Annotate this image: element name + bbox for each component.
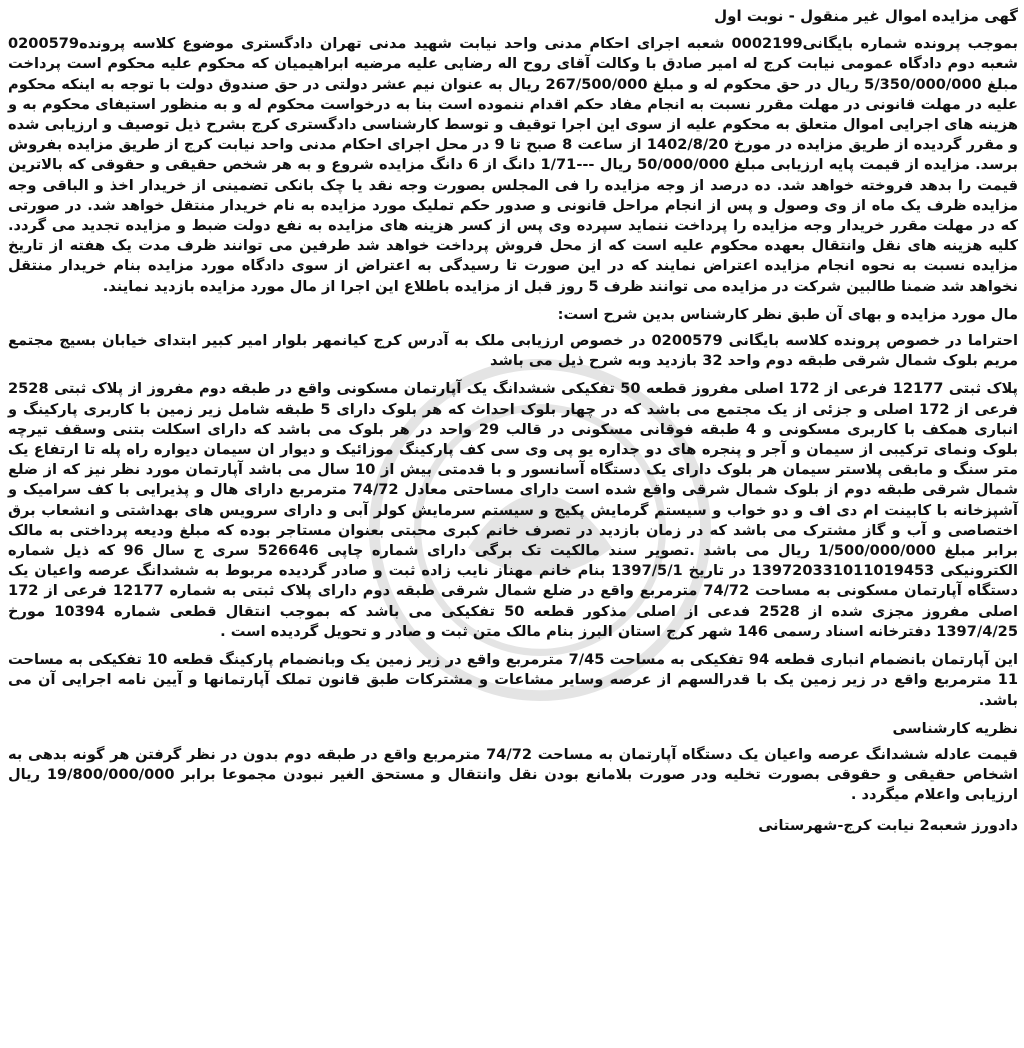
- expert-intro-paragraph: احتراما در خصوص پرونده کلاسه بایگانی 0200579 در خصوص ارزیابی ملک به آدرس کرج کیانمهر بلوار امیر کبیر ابتدای خیابان بسیج مجتمع مریم بلوک شمال شرقی طبقه دوم واحد 32 بازدید وبه شرح ذیل می باشد: [8, 332, 1018, 370]
- intro-paragraph: بموجب پرونده شماره بایگانی0002199 شعبه اجرای احکام مدنی واحد نیابت شهید مدنی تهران دادگستری موضوع کلاسه پرونده0200579 شعبه دوم دادگاه عمومی نیابت کرج له امیر صادق با وکالت آقای روح اله رضایی علیه مرضیه ابراهیمیان که محکوم علیه محکوم است پرداخت مبلغ 5/350/000/000 ریال در حق محکوم له و مبلغ 267/500/000 ریال به عنوان نیم عشر دولتی در حق صندوق دولت با توجه به اینکه محکوم علیه در مهلت قانونی در مهلت مقرر نسبت به انجام مفاد حکم اقدام ننموده است بنا به درخواست محکوم له و به منظور استیفای محکوم به و هزینه های اجرایی اموال متعلق به محکوم علیه از سوی این اجرا توقیف و توسط کارشناسی دادگستری کرج بشرح ذیل توصیف و ارزیابی شده و مقرر گردیده از طریق مزایده در مورخ 1402/8/20 از ساعت 8 صبح تا 9 در محل اجرای احکام مدنی واحد نیابت کرج از طریق مزایده بفروش برسد. مزایده از قیمت پایه ارزیابی مبلغ 50/000/000 ریال ---1/71 دانگ از 6 دانگ مزایده شروع و به هر شخص حقیقی و حقوقی که بالاترین قیمت را بدهد فروخته خواهد شد. ده درصد از وجه مزایده را فی المجلس بصورت وجه نقد یا چک بانکی تضمینی از خریدار اخذ و الباقی وجه مزایده ظرف یک ماه از وی وصول و پس از انجام مراحل قانونی و صدور حکم تملیک مورد مزایده به نام خریدار منتقل خواهد شد. در صورتی که در مهلت مقرر خریدار وجه مزایده را پرداخت ننماید سپرده وی پس از کسر هزینه های مزایده به نفع دولت ضبط و مزایده تجدید می گردد. کلیه هزینه های نقل وانتقال بعهده محکوم علیه است که از محل فروش پرداخت خواهد شد طرفین می توانند ظرف مدت یک هفته از تاریخ مزایده نسبت به نحوه انجام مزایده اعتراض نمایند که در این صورت تا رسیدگی به اعتراض از سوی دادگاه مورد مزایده بنام خریدار منتقل نخواهد شد ضمنا طالبین شرکت در مزایده می توانند ظرف 5 روز قبل از مزایده باطلاع این اجرا از مال مورد مزایده بازدید نمایند.: [8, 35, 1019, 295]
- section-heading: مال مورد مزایده و بهای آن طبق نظر کارشناس بدین شرح است:: [557, 305, 1018, 323]
- signature-line: دادورز شعبه2 نیابت کرج-شهرستانی: [758, 816, 1018, 834]
- expert-opinion-paragraph: قیمت عادله ششدانگ عرصه واعیان یک دستگاه آپارتمان به مساحت 74/72 مترمربع واقع در طبقه دوم بدون در نظر گرفتن هر گونه بدهی به اشخاص حقیقی و حقوقی بصورت تخلیه ودر صورت بلامانع بودن نقل وانتقال و مستحق الغیر نبودن مجموعا برابر 19/800/000/000 ریال ارزیابی واعلام میگردد .: [8, 745, 1018, 804]
- property-description-paragraph: پلاک ثبتی 12177 فرعی از 172 اصلی مفروز قطعه 50 تفکیکی ششدانگ یک آپارتمان مسکونی واقع در طبقه دوم مفروز از پلاک ثبتی 2528 فرعی از 172 اصلی و جزئی از یک مجتمع می باشد که در چهار بلوک احداث که هر بلوک دارای 5 طبقه شامل زیر زمین با کاربری پارکینگ و انباری همکف با کاربری مسکونی و 4 طبقه فوقانی مسکونی در قالب 29 واحد در هر بلوک می باشد که دارای اسکلت بتنی وسقف تیرچه بلوک ونمای ترکیبی از سیمان و آجر و پنجره های دو جداره یو پی وی سی کف پارکینگ موزائیک و دیوار ان سیمان دیواره راه پله تا ارتفاع یک متر سنگ و مابقی پلاستر سیمان هر بلوک دارای یک دستگاه آسانسور و با قدمتی بیش از 10 سال می باشد آپارتمان مورد نظر نیز که از ضلع شمال شرقی طبقه دوم از بلوک شمال شرقی واقع شده است دارای مساحتی معادل 74/72 مترمربع دارای هال و پذیرایی با کف سرامیک و آشپزخانه با کابینت ام دی اف و دو خواب و سیستم گرمایش پکیج و سیستم سرمایش کولر آبی و دارای سرویس های بهداشتی و انشعاب برق اختصاصی و آب و گاز مشترک می باشد که در زمان بازدید در تصرف خانم کبری محبتی بعنوان مستاجر بوده که مبلغ ودیعه پرداختی به مالک برابر مبلغ 1/500/000/000 ریال می باشد .تصویر سند مالکیت تک برگی دارای شماره چاپی 526646 سری ج سال 96 که ذیل شماره الکترونیکی 139720331011019453 در تاریخ 1397/5/1 بنام خانم مهناز نایب زاده ثبت و صادر گردیده مربوط به ششدانگ عرصه واعیان یک دستگاه آپارتمان مسکونی به مساحت 74/72 مترمربع واقع در ضلع شمال شرقی طبقه دوم دارای پلاک ثبتی به شماره 12177 فرعی از 172 اصلی مفروز مجزی شده از 2528 فدعی از اصلی مذکور قطعه 50 تفکیکی می باشد که بموجب انتقال قطعی شماره 10394 مورخ 1397/4/25 دفترخانه اسناد رسمی 146 شهر کرج استان البرز بنام مالک متن ثبت و صادر و تحویل گردیده است .: [8, 380, 1019, 640]
- expert-opinion-heading: نظریه کارشناسی: [892, 719, 1018, 737]
- notice-title: گهی مزایده اموال غیر منقول - نوبت اول: [714, 7, 1018, 25]
- appurtenances-paragraph: این آپارتمان بانضمام انباری قطعه 94 تفکیکی به مساحت 7/45 مترمربع واقع در زیر زمین یک وبانضمام پارکینگ قطعه 10 تفکیکی به مساحت 11 مترمربع واقع در زیر زمین یک با قدرالسهم از عرصه وسایر مشاعات و مشترکات طبق قانون تملک آپارتمانها و آیین نامه اجرایی آن می باشد.: [8, 651, 1018, 709]
